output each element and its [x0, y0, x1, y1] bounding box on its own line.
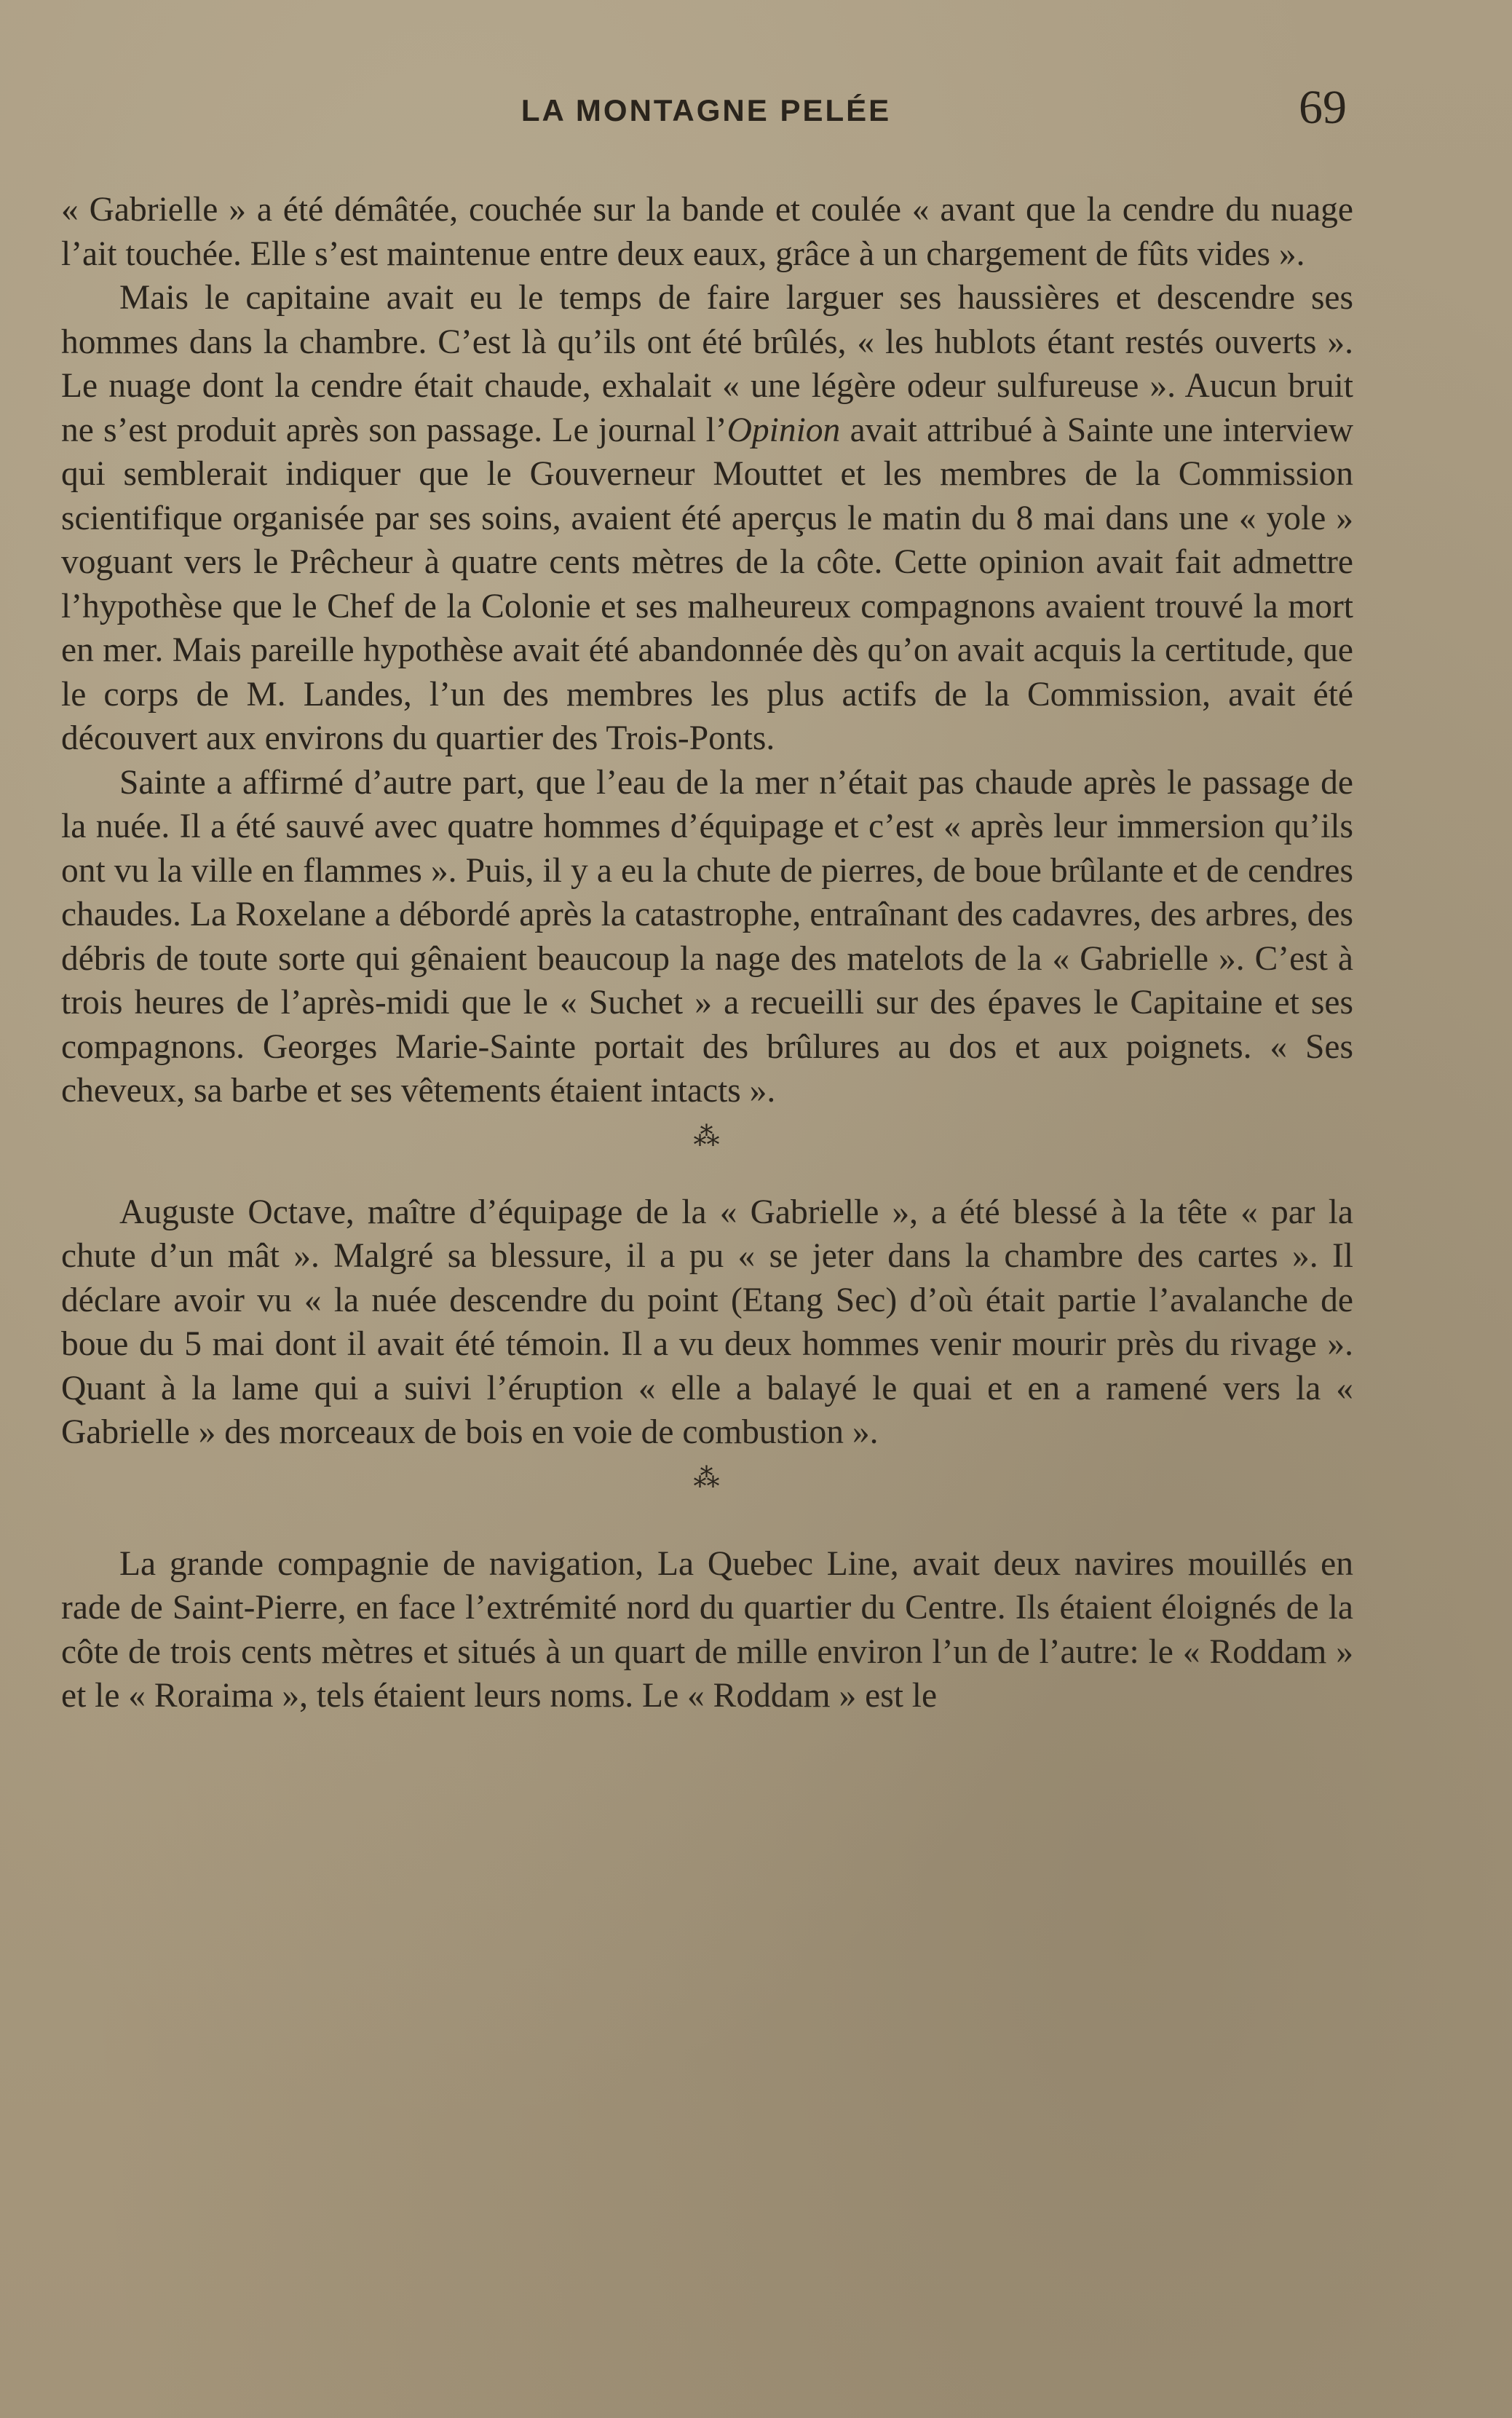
section-separator-2: ⁂ — [693, 1463, 721, 1493]
paragraph-1: « Gabrielle » a été démâtée, couchée sur la bande et coulée « avant que la cendre du nuage l’ait touchée. Elle s’est maintenue entre deux eaux, grâce à un chargement de fûts vides ». — [61, 191, 1353, 273]
paragraph-4: Auguste Octave, maître d’équipage de la « Gabrielle », a été blessé à la tête « par la chute d’un mât ». Malgré sa blessure, il a pu « se jeter dans la chambre des cartes ». Il déclare avoir vu « la nuée descendre du point (Etang Sec) d’où était partie l’avalanche de boue du 5 mai dont il avait été témoin. Il a vu deux hommes venir mourir près du rivage ». Quant à la lame qui a suivi l’éruption « elle a balayé le quai et en a ramené vers la « Gabrielle » des morceaux de bois en voie de combustion ». — [61, 1193, 1353, 1451]
running-title: LA MONTAGNE PELÉE — [521, 93, 892, 127]
section-separator-1: ⁂ — [693, 1121, 721, 1151]
page-number: 69 — [1299, 81, 1347, 134]
paragraph-5: La grande compagnie de navigation, La Quebec Line, avait deux navires mouillés en rade de Saint-Pierre, en face l’extrémité nord du quartier du Centre. Ils étaient éloignés de la côte de trois cents mètres et situés à un quart de mille environ l’un de l’autre: le « Roddam » et le « Roraima », tels étaient leurs noms. Le « Roddam » est le — [61, 1544, 1353, 1715]
paragraph-3: Sainte a affirmé d’autre part, que l’eau de la mer n’était pas chaude après le passage de la nuée. Il a été sauvé avec quatre hommes d’équipage et c’est « après leur immersion qu’ils ont vu la ville en flammes ». Puis, il y a eu la chute de pierres, de boue brûlante et de cendres chaudes. La Roxelane a débordé après la catastrophe, entraînant des cadavres, des arbres, des débris de toute sorte qui gênaient beaucoup la nage des matelots de la « Gabrielle ». C’est à trois heures de l’après-midi que le « Suchet » a recueilli sur des épaves le Capitaine et ses compagnons. Georges Marie-Sainte portait des brûlures au dos et aux poignets. « Ses cheveux, sa barbe et ses vêtements étaient intacts ». — [61, 763, 1353, 1110]
page-header — [66, 80, 1347, 146]
paragraph-2 — [61, 276, 1353, 761]
newspaper-title: Opinion — [727, 411, 841, 449]
body-text — [61, 188, 1353, 1718]
paragraph-2-part-a: Mais le capitaine avait eu le temps de faire larguer ses haussières et descendre ses hommes dans la chambre. C’est là qu’ils ont été brûlés, « les hublots étant restés ouverts ». Le nuage dont la cendre était chaude, exhalait « une légère odeur sulfureuse ». Aucun bruit ne s’est produit après son passage. Le journal l’ — [61, 279, 1353, 449]
paragraph-2-part-b: avait attribué à Sainte une interview qui semblerait indiquer que le Gouverneur Mouttet et les membres de la Commission scientifique organisée par ses soins, avaient été aperçus le matin du 8 mai dans une « yole » voguant vers le Prêcheur à quatre cents mètres de la côte. Cette opinion avait fait admettre l’hypothèse que le Chef de la Colonie et ses malheureux compagnons avaient trouvé la mort en mer. Mais pareille hypothèse avait été abandonnée dès qu’on avait acquis la certitude, que le corps de M. Landes, l’un des membres les plus actifs de la Commission, avait été découvert aux environs du quartier des Trois-Ponts. — [61, 411, 1353, 757]
